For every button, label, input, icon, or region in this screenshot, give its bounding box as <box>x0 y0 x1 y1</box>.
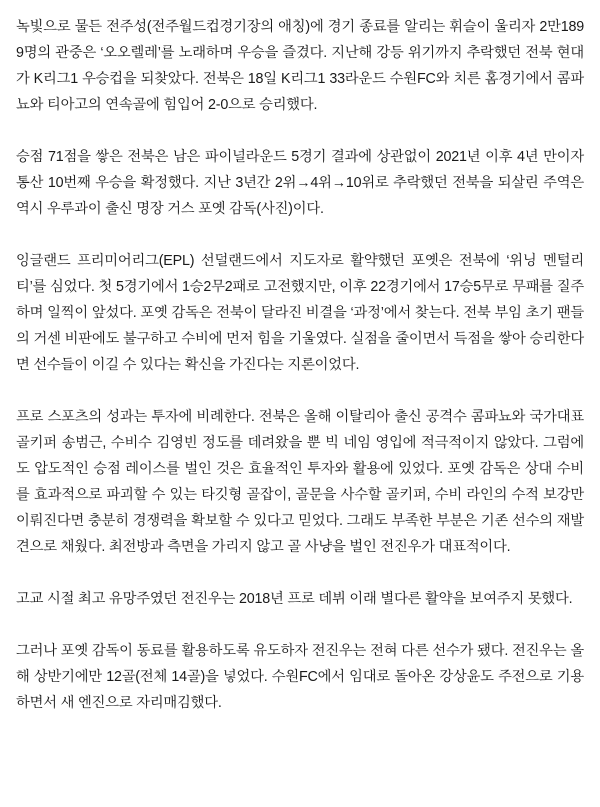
article-paragraph: 고교 시절 최고 유망주였던 전진우는 2018년 프로 데뷔 이래 별다른 활약을 보여주지 못했다. <box>16 591 573 607</box>
article-paragraph: 잉글랜드 프리미어리그(EPL) 선덜랜드에서 지도자로 활약했던 포옛은 전북에 ‘위닝 멘털리티’를 심었다. 첫 5경기에서 1승2무2패로 고전했지만, 이후 22경기에서 17승5무로 무패를 질주하며 일찍이 앞섰다. 포옛 감독은 전북이 달라진 비결을 ‘과정’에서 찾는다. 전북 부임 초기 팬들의 거센 비판에도 불구하고 수비에 먼저 힘을 기울였다. 실점을 줄이면서 득점을 쌓아 승리한다면 선수들이 이길 수 있다는 확신을 가진다는 지론이었다. <box>16 253 584 373</box>
article-paragraph: 그러나 포옛 감독이 동료를 활용하도록 유도하자 전진우는 전혀 다른 선수가 됐다. 전진우는 올해 상반기에만 12골(전체 14골)을 넣었다. 수원FC에서 임대로 돌아온 강상윤도 주전으로 기용하면서 새 엔진으로 자리매김했다. <box>16 643 584 711</box>
article-paragraph: 승점 71점을 쌓은 전북은 남은 파이널라운드 5경기 결과에 상관없이 2021년 이후 4년 만이자 통산 10번째 우승을 확정했다. 지난 3년간 2위→4위→10위로 추락했던 전북을 되살린 주역은 역시 우루과이 출신 명장 거스 포옛 감독(사진)이다. <box>16 149 584 217</box>
article-paragraph: 프로 스포츠의 성과는 투자에 비례한다. 전북은 올해 이탈리아 출신 공격수 콤파뇨와 국가대표 골키퍼 송범근, 수비수 김영빈 정도를 데려왔을 뿐 빅 네임 영입에 적극적이지 않았다. 그럼에도 압도적인 승점 레이스를 벌인 것은 효율적인 투자와 활용에 있었다. 포옛 감독은 상대 수비를 효과적으로 파괴할 수 있는 타깃형 골잡이, 골문을 사수할 골키퍼, 수비 라인의 수적 보강만 이뤄진다면 충분히 경쟁력을 확보할 수 있다고 믿었다. 그래도 부족한 부분은 기존 선수의 재발견으로 채웠다. 최전방과 측면을 가리지 않고 골 사냥을 벌인 전진우가 대표적이다. <box>16 409 584 555</box>
article-paragraph: 녹빛으로 물든 전주성(전주월드컵경기장의 애칭)에 경기 종료를 알리는 휘슬이 울리자 2만1899명의 관중은 ‘오오렐레’를 노래하며 우승을 즐겼다. 지난해 강등 위기까지 추락했던 전북 현대가 K리그1 우승컵을 되찾았다. 전북은 18일 K리그1 33라운드 수원FC와 치른 홈경기에서 콤파뇨와 티아고의 연속골에 힘입어 2-0으로 승리했다. <box>16 19 584 113</box>
